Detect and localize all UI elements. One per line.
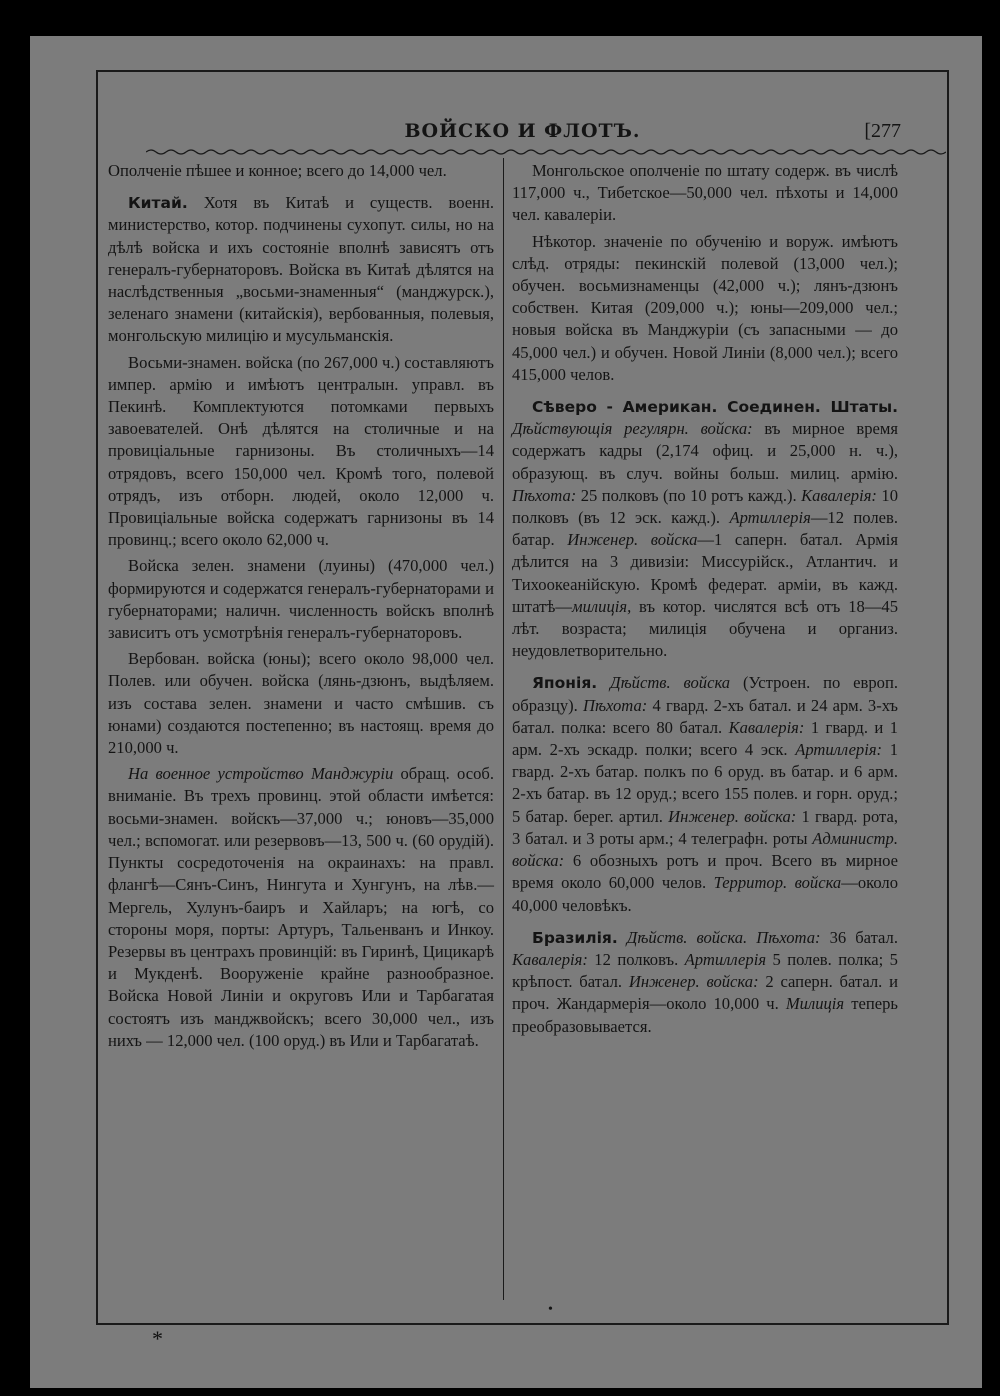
paragraph: Ополченіе пѣшее и конное; всего до 14,000 чел. bbox=[108, 161, 447, 180]
paragraph: Войска зелен. знамени (луины) (470,000 чел.) формируются и содержатся генералъ-губернаторами и губернаторами; наличн. численность войскъ вполнѣ зависитъ отъ усмотрѣнія генералъ-губернаторовъ. bbox=[108, 556, 494, 643]
paragraph-text: —около 40,000 человѣкъ. bbox=[512, 873, 898, 915]
section-title: Сѣверо - Американ. Соединен. Штаты. bbox=[532, 398, 898, 417]
italic-text: милиція, bbox=[572, 596, 632, 616]
running-header bbox=[98, 120, 947, 144]
paragraph-text: теперь преобразовывается. bbox=[512, 994, 898, 1036]
paragraph-text: —1 саперн. батал. Армія дѣлится на 3 дивизіи: Миссурійск., Атлантич. и Тихоокеанійскую. Кромѣ федерат. арміи, въ кажд. штатѣ— bbox=[512, 530, 899, 616]
page-title: ВОЙСКО И ФЛОТЪ. bbox=[404, 120, 641, 142]
paragraph: Монгольское ополченіе по штату содерж. въ числѣ 117,000 ч., Тибетское—50,000 чел. пѣхоты и 14,000 чел. кавалеріи. bbox=[512, 161, 898, 225]
paragraph-text: (Устроен. по европ. образцу). bbox=[512, 673, 898, 715]
paragraph-text: 1 гвард. рота, 3 батал. и 3 роты арм.; 4 телеграфн. роты bbox=[512, 806, 898, 848]
paragraph-text: 4 гвард. 2-хъ батал. и 24 арм. 3-хъ батал. полка: всего 80 батал. bbox=[512, 695, 898, 737]
paragraph-text: 25 полковъ (по 10 ротъ кажд.). bbox=[576, 485, 802, 505]
paragraph: Нѣкотор. значеніе по обученію и воруж. имѣютъ слѣд. отряды: пекинскій полевой (13,000 чел.); обучен. восьмизнаменцы (42,000 ч.); лянъ-дзюнъ собствен. Китая (209,000 ч.); юны—209,000 чел.; новыя войска въ Манджуріи (съ запасными — до 45,000 чел.) и обучен. Новой Линіи (8,000 чел.); всего 415,000 челов. bbox=[512, 231, 898, 384]
italic-text: Кавалерія: bbox=[801, 485, 877, 505]
italic-text: Милиція bbox=[785, 994, 845, 1014]
italic-text: Артиллерія: bbox=[795, 740, 883, 760]
paragraph: Восьми-знамен. войска (по 267,000 ч.) составляютъ импер. армію и имѣютъ централын. управл. въ Пекинѣ. Комплектуются потомками первыхъ завоевателей. Онѣ дѣлятся на столичные и на провиціальные гарнизоны. Въ столичныхъ—14 отрядовъ, всего 150,000 чел. Кромѣ того, полевой отрядъ, изъ отборн. людей, около 12,000 ч. Провиціальные войска содержатъ гарнизоны въ 14 провинц.; всего около 62,000 ч. bbox=[108, 352, 494, 550]
italic-text: Администр. войска: bbox=[512, 828, 898, 871]
italic-text: Территор. войска bbox=[713, 873, 842, 893]
section-title: Китай. bbox=[128, 194, 188, 213]
italic-text: Пѣхота: bbox=[583, 695, 648, 715]
paragraph-text: 6 обозныхъ ротъ и проч. Всего въ мирное время около 60,000 челов. bbox=[512, 851, 898, 893]
paragraph-text: 10 полковъ (въ 12 эск. кажд.). bbox=[512, 485, 898, 528]
section-brazil bbox=[512, 927, 898, 1038]
text-frame bbox=[96, 70, 949, 1325]
section-china bbox=[108, 192, 494, 347]
paragraph-text: въ котор. числятся всѣ отъ 18—45 лѣт. возраста; милиція обучена и организ. неудовлетворительно. bbox=[512, 596, 898, 661]
italic-text: Артиллерія bbox=[684, 949, 767, 969]
page bbox=[30, 36, 982, 1388]
paragraph-text: 1 гвард. 2-хъ батар. полкъ по 6 оруд. въ батар. и 6 арм. 2-хъ батар. въ 12 оруд.; всего 155 полев. и горн. оруд.; 5 батар. берег. артил. bbox=[512, 740, 898, 826]
italic-text: Инженер. войска: bbox=[668, 806, 797, 826]
paragraph-manchuria bbox=[108, 763, 494, 1052]
paragraph-text: Хотя въ Китаѣ и существ. военн. министерство, котор. подчинены сухопут. силы, но на дѣлѣ войска и ихъ состояніе вполнѣ зависятъ отъ генералъ-губернаторовъ. Войска въ Китаѣ дѣлятся на наслѣдственныя „восьми-знаменныя“ (манджурск.), зеленаго знамени (китайскія), вербованныя, полевыя, монгольскую милицію и мусульманскія. bbox=[108, 193, 494, 346]
paragraph-text: обращ. особ. вниманіе. Въ трехъ провинц. этой области имѣется: восьми-знамен. войскъ—37,000 ч.; юновъ—35,000 чел.; вспомогат. или резервовъ—13, 500 ч. (60 орудій). Пункты сосредоточенія на окраинахъ: на правл. флангѣ—Сянъ-Синъ, Нингута и Хунгунъ, на лѣв.—Мергель, Хулунъ-баиръ и Хайларъ; на югѣ, со стороны моря, порты: Артуръ, Тальенванъ и Инкоу. Резервы въ центрахъ провинцій: въ Гиринѣ, Цицикарѣ и Мукденѣ. Вооруженіе крайне разнообразное. Войска Новой Линіи и округовъ Или и Тарбагатая состоятъ изъ манджвойскъ; всего 30,000 чел., изъ нихъ — 12,000 чел. (100 оруд.) въ Или и Тарбагатаѣ. bbox=[108, 764, 495, 1050]
italic-text: Дѣйств. войска. Пѣхота: bbox=[626, 927, 821, 947]
section-title: Бразилія. bbox=[532, 928, 618, 947]
section-japan bbox=[512, 672, 898, 916]
italic-text: Инженер. войска: bbox=[628, 972, 759, 992]
paragraph-text: 12 полковъ. bbox=[587, 949, 685, 969]
paragraph-text: 5 полев. полка; 5 крѣпост. батал. bbox=[512, 949, 898, 992]
italic-text: Пѣхота: bbox=[512, 485, 577, 505]
paragraph-text: 1 гвард. и 1 арм. 2-хъ эскадр. полки; всего 4 эск. bbox=[512, 717, 898, 760]
italic-text: Инженер. войска bbox=[567, 530, 698, 550]
paragraph-text: 36 батал. bbox=[820, 927, 898, 947]
italic-text: Кавалерія: bbox=[512, 949, 588, 969]
italic-text: Дѣйств. войска bbox=[610, 673, 731, 693]
column-divider bbox=[503, 158, 504, 1300]
paragraph-text: —12 полев. батар. bbox=[512, 508, 898, 550]
footer-mark: * bbox=[152, 1326, 163, 1351]
paragraph-text: въ мирное время содержатъ кадры (2,174 офиц. и 25,000 н. ч.), образующ. въ случ. войны больш. милиц. армію. bbox=[512, 419, 898, 483]
italic-text: Дѣйствующія регулярн. войска: bbox=[512, 419, 753, 439]
paragraph: Вербован. войска (юны); всего около 98,000 чел. Полев. или обучен. войска (лянь-дзюнъ, выдѣляем. изъ состава зелен. знамени и часто смѣшив. съ юнами) создаются постепенно; въ настоящ. время до 210,000 ч. bbox=[108, 649, 494, 758]
section-title: Японія. bbox=[532, 674, 598, 693]
wavy-rule bbox=[146, 148, 946, 156]
page-number: [277 bbox=[864, 120, 901, 142]
ink-dot: • bbox=[548, 1302, 553, 1317]
paragraph-text: 2 саперн. батал. и проч. Жандармерія—около 10,000 ч. bbox=[512, 972, 898, 1014]
italic-text: На военное устройство Манджуріи bbox=[128, 764, 394, 784]
section-usa bbox=[512, 396, 898, 662]
right-column bbox=[512, 160, 898, 1042]
italic-text: Артиллерія bbox=[729, 508, 811, 528]
italic-text: Кавалерія: bbox=[728, 717, 805, 737]
left-column bbox=[108, 160, 494, 1056]
